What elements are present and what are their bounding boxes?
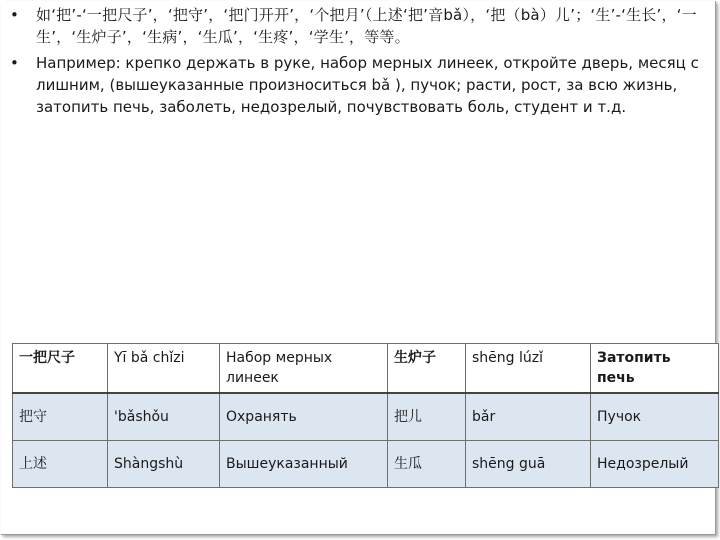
table-row xyxy=(13,344,719,394)
table-cell-hanzi: 一把尺子 xyxy=(13,344,108,394)
table-cell-pinyin: Yī bǎ chǐzi xyxy=(108,344,220,394)
table-row xyxy=(13,393,719,441)
table-cell-pinyin: Shàngshù xyxy=(108,441,220,488)
table-cell-translation: Недозрелый xyxy=(591,441,719,488)
table-cell-pinyin: bǎr xyxy=(466,393,591,441)
table-cell-hanzi: 把儿 xyxy=(388,393,466,441)
table-cell-hanzi: 把守 xyxy=(13,393,108,441)
bullet-text: 如‘把’-‘一把尺子’，‘把守’，‘把门开开’，‘个把月’（上述‘把’音bǎ），‘把（bà）儿’；‘生’-‘生长’，‘一生’，‘生炉子’，‘生病’，‘生瓜’，‘生疼’，‘学生’，等等。 xyxy=(36,6,697,46)
table-cell-hanzi: 生瓜 xyxy=(388,441,466,488)
bullet-item-russian xyxy=(0,52,712,118)
bullet-item-chinese xyxy=(0,4,712,48)
table-cell-pinyin: 'bǎshǒu xyxy=(108,393,220,441)
table-cell-hanzi: 生炉子 xyxy=(388,344,466,394)
table-cell-translation: Затопить печь xyxy=(591,344,719,394)
table-cell-translation: Набор мерных линеек xyxy=(220,344,388,394)
bullet-marker: • xyxy=(10,54,19,72)
table-cell-hanzi: 上述 xyxy=(13,441,108,488)
bullet-text: Например: крепко держать в руке, набор мерных линеек, откройте дверь, месяц с лишним, (вышеуказанные произноситься bǎ ), пучок; расти, рост, за всю жизнь, затопить печь, заболеть, недозрелый, почувствовать боль, студент и т.д. xyxy=(36,54,699,116)
table-cell-pinyin: shēng lúzǐ xyxy=(466,344,591,394)
table-cell-translation: Вышеуказанный xyxy=(220,441,388,488)
bullet-list xyxy=(0,4,712,122)
vocabulary-table xyxy=(12,343,719,488)
table-row xyxy=(13,441,719,488)
table-cell-translation: Охранять xyxy=(220,393,388,441)
table-cell-translation: Пучок xyxy=(591,393,719,441)
bullet-marker: • xyxy=(10,6,20,24)
table-cell-pinyin: shēng guā xyxy=(466,441,591,488)
